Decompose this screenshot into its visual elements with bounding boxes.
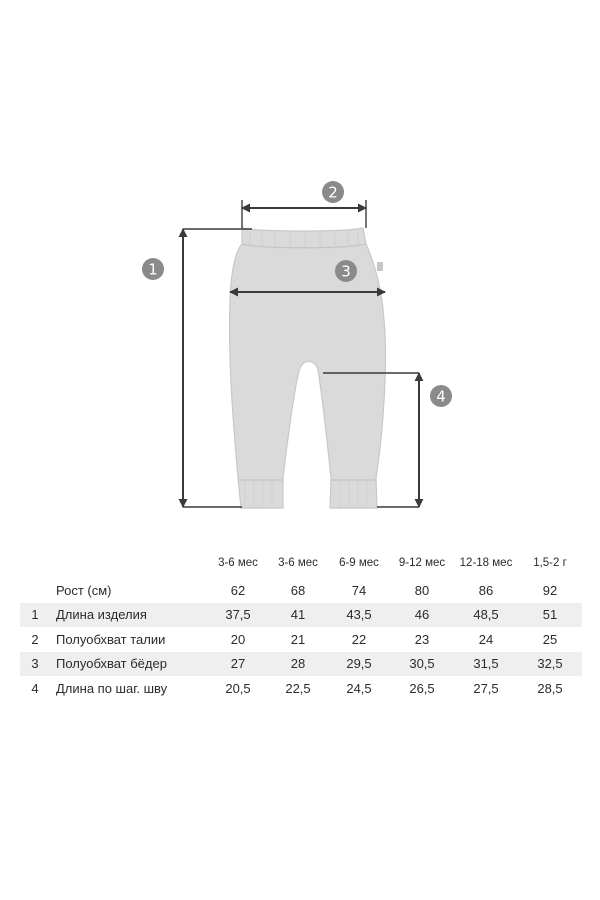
marker-label-3: 3 bbox=[341, 262, 351, 281]
table-cell: 22,5 bbox=[285, 680, 311, 696]
table-cell: 23 bbox=[414, 631, 430, 647]
table-cell: 32,5 bbox=[518, 652, 582, 677]
row-label: Полуобхват талии bbox=[56, 631, 166, 647]
size-header-row bbox=[20, 548, 582, 578]
table-cell: 62 bbox=[230, 582, 246, 598]
table-cell: 46 bbox=[390, 603, 454, 628]
table-cell: 20,5 bbox=[225, 680, 251, 696]
table-cell: 43,5 bbox=[328, 603, 390, 628]
row-index: 1 bbox=[20, 603, 50, 628]
table-row-hips bbox=[20, 652, 582, 677]
marker-badge-3 bbox=[335, 260, 357, 282]
table-row-inseam bbox=[20, 676, 582, 701]
pants-body bbox=[230, 228, 386, 508]
table-cell: 74 bbox=[351, 582, 367, 598]
size-column-header: 3-6 мес bbox=[218, 557, 258, 569]
marker-label-4: 4 bbox=[436, 387, 446, 406]
table-cell: 41 bbox=[268, 603, 328, 628]
table-cell: 27 bbox=[208, 652, 268, 677]
size-column-header: 12-18 мес bbox=[459, 557, 513, 569]
table-cell: 24,5 bbox=[346, 680, 372, 696]
table-cell: 51 bbox=[518, 603, 582, 628]
table-cell: 21 bbox=[290, 631, 306, 647]
table-cell: 30,5 bbox=[390, 652, 454, 677]
size-column-header: 3-6 мес bbox=[278, 557, 318, 569]
size-column-header: 6-9 мес bbox=[339, 557, 379, 569]
table-cell: 28 bbox=[268, 652, 328, 677]
table-cell: 28,5 bbox=[537, 680, 563, 696]
size-column-header: 1,5-2 г bbox=[533, 557, 567, 569]
marker-label-2: 2 bbox=[328, 183, 338, 202]
table-cell: 22 bbox=[351, 631, 367, 647]
row-label: Полуобхват бёдер bbox=[50, 652, 208, 677]
table-cell: 92 bbox=[542, 582, 558, 598]
marker-badge-2 bbox=[322, 181, 344, 203]
table-cell: 80 bbox=[414, 582, 430, 598]
row-label: Длина изделия bbox=[50, 603, 208, 628]
size-column-header: 9-12 мес bbox=[398, 557, 446, 569]
row-index: 3 bbox=[20, 652, 50, 677]
table-cell: 25 bbox=[542, 631, 558, 647]
table-cell: 27,5 bbox=[473, 680, 499, 696]
row-index: 4 bbox=[31, 680, 39, 696]
row-label: Длина по шаг. шву bbox=[56, 680, 168, 696]
marker-badge-1 bbox=[142, 258, 164, 280]
table-cell: 68 bbox=[290, 582, 306, 598]
pants-illustration bbox=[230, 228, 386, 508]
measure-waist bbox=[242, 200, 366, 228]
table-cell: 37,5 bbox=[208, 603, 268, 628]
table-cell: 20 bbox=[230, 631, 246, 647]
table-row-length bbox=[20, 603, 582, 628]
marker-badge-4 bbox=[430, 385, 452, 407]
table-cell: 26,5 bbox=[409, 680, 435, 696]
garment-tag bbox=[377, 262, 383, 271]
table-row-waist bbox=[20, 627, 582, 652]
table-cell: 48,5 bbox=[454, 603, 518, 628]
marker-label-1: 1 bbox=[148, 260, 158, 279]
table-cell: 24 bbox=[478, 631, 494, 647]
row-label: Рост (см) bbox=[56, 582, 112, 598]
table-cell: 29,5 bbox=[328, 652, 390, 677]
height-row bbox=[20, 578, 582, 603]
table-cell: 86 bbox=[478, 582, 494, 598]
row-index: 2 bbox=[31, 631, 39, 647]
table-cell: 31,5 bbox=[454, 652, 518, 677]
size-chart-table bbox=[20, 548, 582, 701]
